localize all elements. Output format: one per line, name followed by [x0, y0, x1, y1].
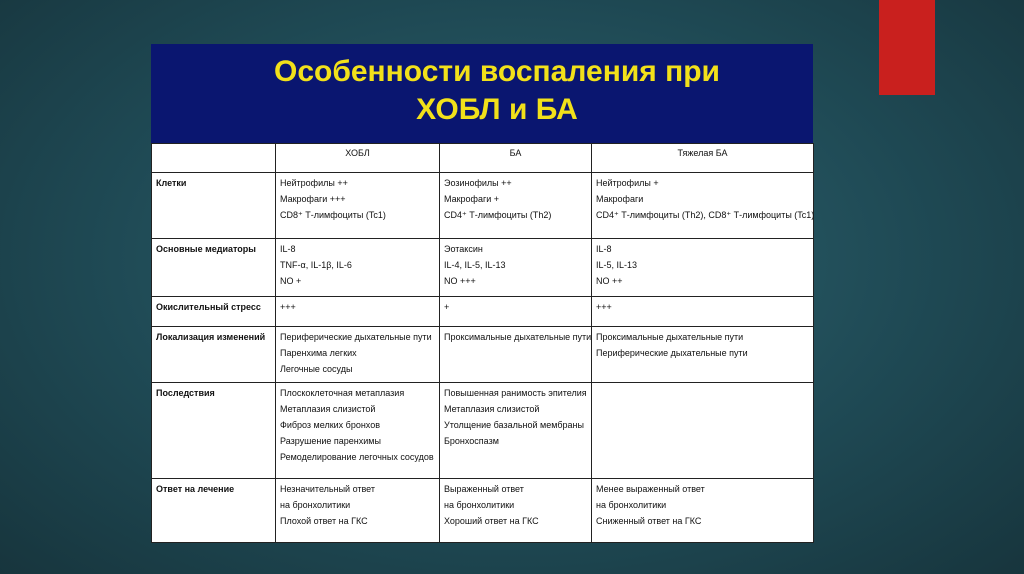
table-cell	[276, 239, 440, 297]
header-cell-copd: ХОБЛ	[276, 144, 440, 173]
table-row	[152, 479, 814, 543]
cell-text-line: +++	[596, 302, 612, 312]
cell-text-line: Макрофаги +	[444, 194, 500, 204]
row-label-cell	[152, 327, 276, 383]
table-cell	[592, 297, 814, 327]
row-label: Последствия	[156, 388, 215, 398]
cell-text-line: Макрофаги +++	[280, 194, 346, 204]
cell-text-line: Менее выраженный ответ	[596, 484, 705, 494]
cell-text-line: IL-4, IL-5, IL-13	[444, 260, 506, 270]
slide-content-card	[151, 44, 813, 542]
cell-text-line: +++	[280, 302, 296, 312]
table-row	[152, 239, 814, 297]
slide-accent-bar	[879, 0, 935, 95]
cell-text-line: Проксимальные дыхательные пути	[596, 332, 744, 342]
cell-text-line: NO ++	[596, 276, 623, 286]
row-label: Окислительный стресс	[156, 302, 261, 312]
cell-text-line: CD8⁺ Т-лимфоциты (Tc1)	[280, 210, 386, 220]
cell-text-line: Эозинофилы ++	[444, 178, 512, 188]
cell-text-line: CD4⁺ Т-лимфоциты (Th2), CD8⁺ Т-лимфоциты (Tc1)	[596, 210, 815, 220]
row-label-cell	[152, 383, 276, 479]
table-row	[152, 383, 814, 479]
row-label: Клетки	[156, 178, 187, 188]
cell-text-line: Эотаксин	[444, 244, 483, 254]
cell-text-line: Метаплазия слизистой	[280, 404, 376, 414]
cell-text-line: Проксимальные дыхательные пути	[444, 332, 592, 342]
cell-text-line: Разрушение паренхимы	[280, 436, 381, 446]
table-cell	[440, 239, 592, 297]
table-cell	[440, 479, 592, 543]
table-cell	[592, 479, 814, 543]
cell-text-line: Нейтрофилы ++	[280, 178, 348, 188]
header-cell-severe-asthma: Тяжелая БА	[592, 144, 814, 173]
cell-text-line: Метаплазия слизистой	[444, 404, 540, 414]
cell-text-line: Нейтрофилы +	[596, 178, 659, 188]
cell-text-line: Сниженный ответ на ГКС	[596, 516, 702, 526]
table-cell	[592, 239, 814, 297]
table-cell	[276, 173, 440, 239]
cell-text-line: Периферические дыхательные пути	[280, 332, 432, 342]
cell-text-line: Паренхима легких	[280, 348, 357, 358]
cell-text-line: Повышенная ранимость эпителия	[444, 388, 587, 398]
slide-title: Особенности воспаления при ХОБЛ и БА	[274, 54, 720, 126]
cell-text-line: Ремоделирование легочных сосудов	[280, 452, 434, 462]
table-row	[152, 173, 814, 239]
table-header-row	[152, 144, 814, 173]
table-cell	[440, 383, 592, 479]
row-label-cell	[152, 479, 276, 543]
cell-text-line: +	[444, 302, 450, 312]
table-row	[152, 327, 814, 383]
table-cell	[440, 297, 592, 327]
cell-text-line: Плоскоклеточная метаплазия	[280, 388, 405, 398]
cell-text-line: Бронхоспазм	[444, 436, 499, 446]
table-cell	[592, 327, 814, 383]
table-cell	[440, 327, 592, 383]
table-body	[152, 173, 814, 543]
cell-text-line: NO +	[280, 276, 302, 286]
cell-text-line: IL-5, IL-13	[596, 260, 638, 270]
cell-text-line: IL-8	[280, 244, 296, 254]
cell-text-line: Незначительный ответ	[280, 484, 376, 494]
cell-text-line: на бронхолитики	[444, 500, 515, 510]
table-cell	[276, 479, 440, 543]
table-cell	[592, 173, 814, 239]
cell-text-line: Периферические дыхательные пути	[596, 348, 748, 358]
row-label: Ответ на лечение	[156, 484, 235, 494]
row-label-cell	[152, 173, 276, 239]
cell-text-line: Легочные сосуды	[280, 364, 353, 374]
cell-text-line: на бронхолитики	[596, 500, 667, 510]
table-cell	[440, 173, 592, 239]
cell-text-line: TNF-α, IL-1β, IL-6	[280, 260, 352, 270]
row-label-cell	[152, 239, 276, 297]
table-cell	[276, 383, 440, 479]
cell-text-line: NO +++	[444, 276, 476, 286]
cell-text-line: CD4⁺ Т-лимфоциты (Th2)	[444, 210, 552, 220]
comparison-table	[151, 143, 814, 543]
cell-text-line: Фиброз мелких бронхов	[280, 420, 380, 430]
row-label-cell	[152, 297, 276, 327]
table-cell	[592, 383, 814, 479]
table-cell	[276, 297, 440, 327]
row-label: Локализация изменений	[156, 332, 266, 342]
row-label: Основные медиаторы	[156, 244, 256, 254]
cell-text-line: Утолщение базальной мембраны	[444, 420, 584, 430]
cell-text-line: Макрофаги	[596, 194, 644, 204]
cell-text-line: Плохой ответ на ГКС	[280, 516, 368, 526]
cell-text-line: Выраженный ответ	[444, 484, 524, 494]
cell-text-line: Хороший ответ на ГКС	[444, 516, 539, 526]
header-cell-empty	[152, 144, 276, 173]
table-cell	[276, 327, 440, 383]
title-banner	[151, 44, 813, 143]
header-cell-asthma: БА	[440, 144, 592, 173]
table-row	[152, 297, 814, 327]
cell-text-line: на бронхолитики	[280, 500, 351, 510]
cell-text-line: IL-8	[596, 244, 612, 254]
